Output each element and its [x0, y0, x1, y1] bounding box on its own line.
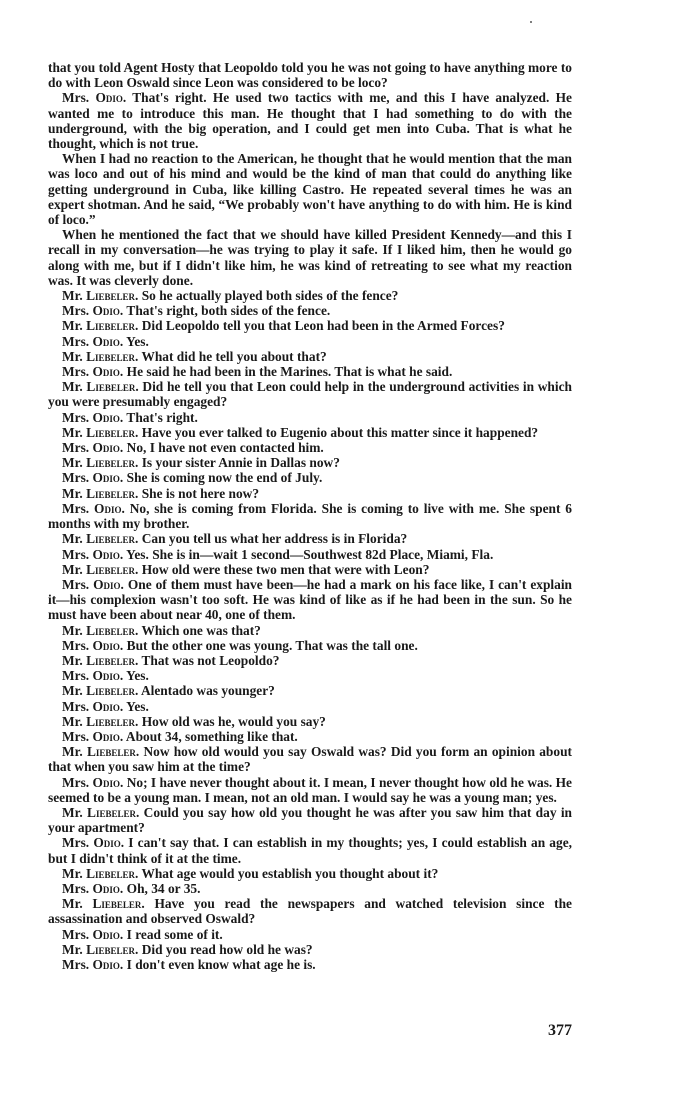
speaker-name: Odio. [95, 90, 127, 106]
paragraph-text: Yes. [126, 668, 149, 684]
speaker-name: Odio. [92, 303, 124, 319]
speaker-title: Mrs. [62, 926, 90, 942]
paragraph-text: Yes. [126, 698, 149, 714]
paragraph-text: One of them must have been—he had a mark on his face like, I can't explain it—his complexion wasn't too soft. He was kind of like as if he had been in the sun. So he must have been about near 40, one of them. [48, 576, 572, 623]
testimony-paragraph [48, 668, 572, 683]
speaker-name: Odio. [94, 500, 125, 516]
paragraph-text: She is not here now? [141, 485, 260, 501]
paragraph-text: No, she is coming from Florida. She is coming to live with me. She spent 6 months with my brother. [48, 500, 572, 532]
speaker-name: Liebeler. [86, 561, 139, 577]
paragraph-text: That's right. He used two tactics with me, and this I have analyzed. He wanted me to introduce this man. He thought that I had something to do with the underground, with the big operation, and I could get men into Cuba. That is what he thought, which is not true. [48, 90, 572, 152]
speaker-title: Mr. [62, 318, 83, 334]
speaker-title: Mr. [62, 896, 83, 912]
speaker-title: Mrs. [62, 668, 90, 684]
speaker-name: Liebeler. [86, 379, 139, 395]
speaker-name: Liebeler. [87, 804, 140, 820]
paragraph-text: I read some of it. [126, 926, 223, 942]
testimony-paragraph [48, 835, 572, 865]
testimony-paragraph [48, 714, 572, 729]
testimony-paragraph [48, 729, 572, 744]
speaker-name: Odio. [92, 880, 124, 896]
speaker-title: Mr. [62, 622, 83, 638]
speaker-name: Liebeler. [86, 865, 139, 881]
speaker-title: Mrs. [62, 880, 90, 896]
speaker-name: Liebeler. [86, 744, 140, 760]
speaker-title: Mrs. [62, 956, 90, 972]
testimony-paragraph [48, 744, 572, 774]
speaker-name: Liebeler. [86, 622, 139, 638]
paragraph-text: I don't even know what age he is. [126, 956, 316, 972]
testimony-paragraph [48, 531, 572, 546]
speaker-name: Liebeler. [86, 318, 139, 334]
speaker-title: Mrs. [62, 774, 90, 790]
paragraph-text: How old were these two men that were with Leon? [141, 561, 430, 577]
paragraph-text: He said he had been in the Marines. That is what he said. [126, 364, 453, 380]
speaker-title: Mrs. [62, 546, 90, 562]
testimony-paragraph [48, 90, 572, 151]
speaker-title: Mr. [62, 424, 83, 440]
speaker-name: Liebeler. [86, 288, 139, 304]
speaker-title: Mr. [62, 804, 83, 820]
speaker-name: Odio. [92, 470, 124, 486]
speaker-name: Liebeler. [86, 455, 139, 471]
speaker-name: Odio. [92, 926, 124, 942]
speaker-name: Odio. [92, 637, 124, 653]
paragraph-text: Did Leopoldo tell you that Leon had been in the Armed Forces? [141, 318, 505, 334]
paragraph-text: Oh, 34 or 35. [126, 880, 201, 896]
speaker-name: Liebeler. [86, 348, 139, 364]
speaker-title: Mr. [62, 652, 83, 668]
speaker-title: Mrs. [62, 303, 90, 319]
speaker-name: Liebeler. [86, 424, 139, 440]
narrative-paragraph [48, 151, 572, 227]
testimony-paragraph [48, 364, 572, 379]
speaker-title: Mr. [62, 744, 83, 760]
paragraph-text: Have you read the newspapers and watched television since the assassination and observed Oswald? [48, 896, 572, 927]
testimony-paragraph [48, 775, 572, 805]
speaker-title: Mr. [62, 348, 83, 364]
speaker-name: Liebeler. [86, 713, 139, 729]
speaker-title: Mr. [62, 713, 83, 729]
narrative-paragraph [48, 227, 572, 288]
paragraph-text: that you told Agent Hosty that Leopoldo told you he was not going to have anything more to do with Leon Oswald since Leon was considered to be loco? [48, 60, 572, 91]
paragraph-text: Have you ever talked to Eugenio about this matter since it happened? [141, 424, 539, 440]
speaker-name: Liebeler. [86, 531, 139, 547]
paragraph-text: Alentado was younger? [140, 683, 275, 699]
speaker-title: Mr. [62, 455, 83, 471]
testimony-paragraph [48, 805, 572, 835]
paragraph-text: No, I have not even contacted him. [126, 440, 324, 456]
speaker-title: Mrs. [62, 409, 90, 425]
transcript-body [48, 60, 572, 972]
paragraph-text: Could you say how old you thought he was after you saw him that day in your apartment? [48, 804, 573, 836]
testimony-paragraph [48, 349, 572, 364]
speaker-name: Odio. [92, 409, 124, 425]
testimony-paragraph [48, 881, 572, 896]
speaker-name: Odio. [92, 440, 124, 456]
testimony-paragraph [48, 942, 572, 957]
testimony-paragraph [48, 455, 572, 470]
paragraph-text: Did he tell you that Leon could help in the underground activities in which you were presumably engaged? [48, 379, 572, 410]
paragraph-text: About 34, something like that. [125, 728, 298, 744]
testimony-paragraph [48, 927, 572, 942]
testimony-paragraph [48, 547, 572, 562]
paragraph-text: How old was he, would you say? [141, 713, 326, 729]
testimony-paragraph [48, 562, 572, 577]
speaker-title: Mrs. [62, 440, 90, 456]
speaker-name: Odio. [92, 668, 124, 684]
speaker-title: Mr. [62, 941, 83, 957]
speaker-name: Liebeler. [86, 683, 139, 699]
paragraph-text: That's right, both sides of the fence. [126, 303, 331, 319]
paragraph-text: Yes. She is in—wait 1 second—Southwest 82d Place, Miami, Fla. [126, 546, 494, 562]
testimony-paragraph [48, 957, 572, 972]
paragraph-text: Can you tell us what her address is in Florida? [141, 531, 408, 547]
speaker-title: Mrs. [62, 364, 90, 380]
paragraph-text: So he actually played both sides of the fence? [141, 288, 399, 304]
speaker-name: Odio. [92, 698, 124, 714]
testimony-paragraph [48, 303, 572, 318]
scan-speck [530, 21, 532, 23]
page-number: 377 [548, 1022, 572, 1039]
speaker-title: Mr. [62, 485, 83, 501]
speaker-title: Mr. [62, 683, 83, 699]
paragraph-text: That's right. [126, 409, 198, 425]
speaker-name: Odio. [93, 576, 124, 592]
testimony-paragraph [48, 896, 572, 926]
paragraph-text: That was not Leopoldo? [141, 652, 280, 668]
paragraph-text: Yes. [126, 333, 149, 349]
speaker-title: Mrs. [62, 835, 90, 851]
testimony-paragraph [48, 577, 572, 623]
testimony-paragraph [48, 379, 572, 409]
testimony-paragraph [48, 866, 572, 881]
paragraph-text: When I had no reaction to the American, he thought that he would mention that the man was loco and out of his mind and would be the kind of man that could do anything like getting underground in Cuba, like killing Castro. He repeated several times he was an expert shotman. And he said, “We probably won't have anything to do with him. He is kind of loco.” [48, 151, 572, 228]
speaker-name: Odio. [92, 546, 124, 562]
testimony-paragraph [48, 410, 572, 425]
speaker-title: Mrs. [62, 637, 90, 653]
speaker-name: Liebeler. [92, 896, 145, 912]
paragraph-text: When he mentioned the fact that we should have killed President Kennedy—and this I recall in my conversation—he was trying to play it safe. If I liked him, then he would go along with me, but if I didn't like him, he was kind of retreating to see what my reaction was. It was cleverly done. [48, 227, 572, 288]
testimony-paragraph [48, 638, 572, 653]
testimony-paragraph [48, 440, 572, 455]
paragraph-text: No; I have never thought about it. I mean, I never thought how old he was. He seemed to be a young man. I mean, not an old man. I would say he was a young man; yes. [48, 774, 572, 805]
speaker-name: Liebeler. [86, 485, 139, 501]
speaker-title: Mr. [62, 531, 83, 547]
narrative-paragraph [48, 60, 572, 90]
testimony-paragraph [48, 470, 572, 485]
speaker-name: Liebeler. [86, 652, 139, 668]
testimony-paragraph [48, 318, 572, 333]
speaker-name: Odio. [92, 364, 124, 380]
testimony-paragraph [48, 486, 572, 501]
speaker-title: Mr. [62, 865, 83, 881]
speaker-name: Odio. [92, 728, 124, 744]
paragraph-text: Did you read how old he was? [141, 941, 313, 957]
paragraph-text: I can't say that. I can establish in my thoughts; yes, I could establish an age, but I didn't think of it at the time. [48, 835, 572, 866]
speaker-name: Odio. [92, 956, 124, 972]
testimony-paragraph [48, 288, 572, 303]
paragraph-text: Now how old would you say Oswald was? Did you form an opinion about that when you saw him at the time? [48, 744, 572, 775]
paragraph-text: What did he tell you about that? [141, 348, 327, 364]
testimony-paragraph [48, 334, 572, 349]
speaker-title: Mr. [62, 561, 83, 577]
speaker-title: Mrs. [62, 333, 90, 349]
speaker-title: Mr. [62, 288, 83, 304]
testimony-paragraph [48, 501, 572, 531]
speaker-name: Odio. [92, 333, 124, 349]
paragraph-text: What age would you establish you thought about it? [141, 865, 439, 881]
speaker-title: Mrs. [62, 90, 90, 106]
speaker-title: Mrs. [62, 576, 90, 592]
speaker-name: Liebeler. [86, 941, 139, 957]
testimony-paragraph [48, 699, 572, 714]
testimony-paragraph [48, 653, 572, 668]
speaker-name: Odio. [93, 835, 125, 851]
paragraph-text: But the other one was young. That was the tall one. [126, 637, 418, 653]
paragraph-text: Is your sister Annie in Dallas now? [141, 455, 340, 471]
testimony-paragraph [48, 623, 572, 638]
speaker-title: Mr. [62, 379, 83, 395]
speaker-title: Mrs. [62, 698, 90, 714]
testimony-paragraph [48, 425, 572, 440]
paragraph-text: Which one was that? [141, 622, 261, 638]
speaker-name: Odio. [92, 774, 124, 790]
paragraph-text: She is coming now the end of July. [126, 470, 323, 486]
speaker-title: Mrs. [62, 470, 90, 486]
testimony-paragraph [48, 683, 572, 698]
speaker-title: Mrs. [62, 500, 90, 516]
speaker-title: Mrs. [62, 728, 90, 744]
